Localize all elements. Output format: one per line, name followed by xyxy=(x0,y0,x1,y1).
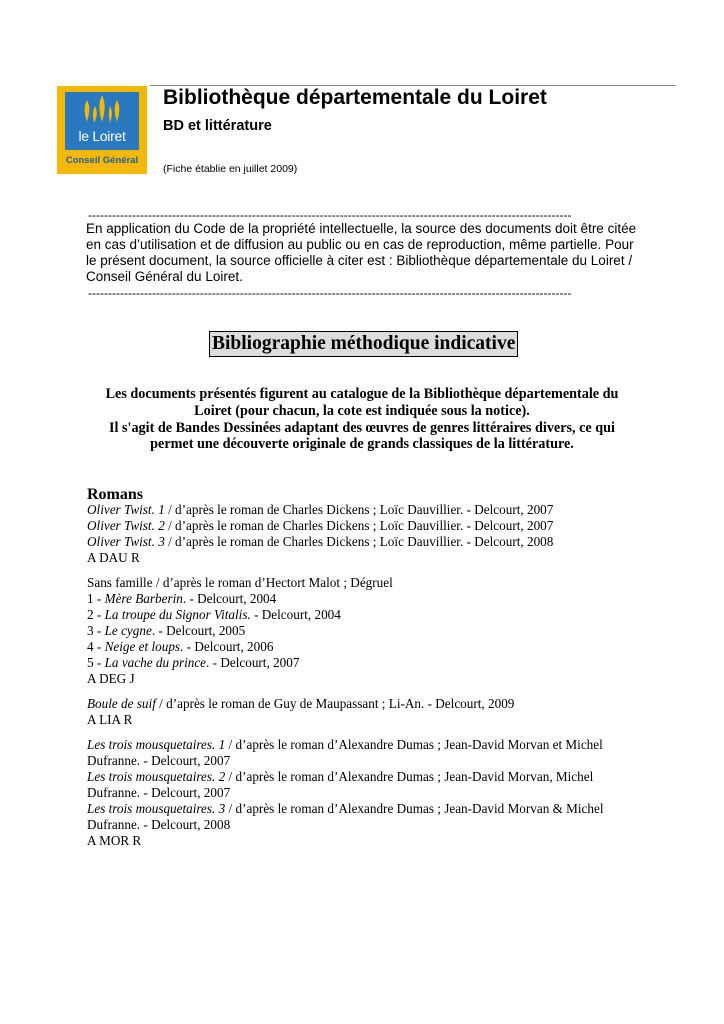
section-heading: Romans xyxy=(87,486,144,503)
entry-title: Les trois mousquetaires. 1 xyxy=(87,737,226,752)
entry-rest: . - Delcourt, 2005 xyxy=(151,623,246,638)
list-item xyxy=(87,623,647,639)
entry-number: 2 - xyxy=(87,607,105,622)
list-item: Sans famille / d’après le roman d’Hectort Malot ; Dégruel xyxy=(87,575,393,590)
entry-number: 5 - xyxy=(87,655,105,670)
entry-title: Les trois mousquetaires. 2 xyxy=(87,769,226,784)
entries-list xyxy=(87,502,647,858)
logo-subtitle: Conseil Général xyxy=(65,155,139,166)
entry-rest: / d’après le roman d’Alexandre Dumas ; Jean-David Morvan, Michel Dufranne. - Delcourt, 2007 xyxy=(87,769,594,800)
entry-title: La vache du prince xyxy=(104,655,207,670)
list-item xyxy=(87,737,647,769)
entry-title: Les trois mousquetaires. 3 xyxy=(87,801,226,816)
entry-number: 4 - xyxy=(87,639,105,654)
intro-line-1: Les documents présentés figurent au catalogue de la Bibliothèque départementale du Loiret (pour chacun, la cote est indiquée sous la notice). xyxy=(105,386,619,419)
entry-rest: / d’après le roman de Charles Dickens ; Loïc Dauvillier. - Delcourt, 2007 xyxy=(164,518,554,533)
list-item xyxy=(87,534,647,550)
list-item xyxy=(87,591,647,607)
entry-title: Boule de suif xyxy=(87,696,156,711)
loiret-logo xyxy=(57,86,147,174)
entry-rest: / d’après le roman de Guy de Maupassant ; Li-An. - Delcourt, 2009 xyxy=(155,696,515,711)
fiche-date: (Fiche établie en juillet 2009) xyxy=(163,163,298,175)
boule-de-suif-group xyxy=(87,696,647,728)
list-item xyxy=(87,518,647,534)
entry-rest: / d’après le roman de Charles Dickens ; Loïc Dauvillier. - Delcourt, 2008 xyxy=(164,534,554,549)
list-item xyxy=(87,655,647,671)
entry-title: Le cygne xyxy=(104,623,152,638)
entry-rest: / d’après le roman de Charles Dickens ; Loïc Dauvillier. - Delcourt, 2007 xyxy=(164,502,554,517)
entry-rest: . - Delcourt, 2007 xyxy=(206,655,300,670)
entry-title: Mère Barberin xyxy=(104,591,183,606)
dash-separator-bottom: ------------------------------------------------------------------------------------------------------------------------- xyxy=(88,286,572,300)
entry-title: Oliver Twist. 1 xyxy=(87,502,165,517)
entry-title: Neige et loups xyxy=(104,639,181,654)
intro-text xyxy=(86,386,638,453)
call-number: A DAU R xyxy=(87,550,140,565)
page-title: Bibliothèque départementale du Loiret xyxy=(163,86,547,109)
sans-famille-group xyxy=(87,575,647,687)
copyright-notice: En application du Code de la propriété intellectuelle, la source des documents doit être citée en cas d’utilisation et de diffusion au public ou en cas de reproduction, même partielle. Pour le présent document, la source officielle à citer est : Bibliothèque départementale du Loiret / Conseil Général du Loiret. xyxy=(86,221,637,284)
entry-number: 1 - xyxy=(87,591,105,606)
entry-number: 3 - xyxy=(87,623,105,638)
bibliography-title: Bibliographie méthodique indicative xyxy=(209,331,518,357)
entry-rest: / d’après le roman d’Alexandre Dumas ; Jean-David Morvan et Michel Dufranne. - Delcourt, 2007 xyxy=(87,737,603,768)
entry-rest: . - Delcourt, 2004 xyxy=(182,591,277,606)
trois-mousquetaires-group xyxy=(87,737,647,849)
list-item xyxy=(87,639,647,655)
list-item xyxy=(87,696,647,712)
entry-title: Oliver Twist. 2 xyxy=(87,518,165,533)
oliver-twist-group xyxy=(87,502,647,566)
entry-rest: . - Delcourt, 2006 xyxy=(180,639,274,654)
page-subtitle: BD et littérature xyxy=(163,118,272,134)
list-item xyxy=(87,502,647,518)
call-number: A MOR R xyxy=(87,833,142,848)
call-number: A LIA R xyxy=(87,712,133,727)
list-item xyxy=(87,607,647,623)
entry-title: Oliver Twist. 3 xyxy=(87,534,165,549)
intro-line-2: Il s'agit de Bandes Dessinées adaptant des œuvres de genres littéraires divers, ce qui permet une découverte originale de grands classiques de la littérature. xyxy=(108,419,616,453)
entry-rest: - Delcourt, 2004 xyxy=(250,607,341,622)
entry-title: La troupe du Signor Vitalis. xyxy=(104,607,251,622)
entry-rest: / d’après le roman d’Alexandre Dumas ; Jean-David Morvan & Michel Dufranne. - Delcourt, 2008 xyxy=(87,801,604,832)
list-item xyxy=(87,769,647,801)
logo-blue-panel xyxy=(65,92,139,150)
list-item xyxy=(87,801,647,833)
call-number: A DEG J xyxy=(87,671,135,686)
logo-name: le Loiret xyxy=(78,128,126,144)
dash-separator-top: ------------------------------------------------------------------------------------------------------------------------- xyxy=(88,208,572,222)
